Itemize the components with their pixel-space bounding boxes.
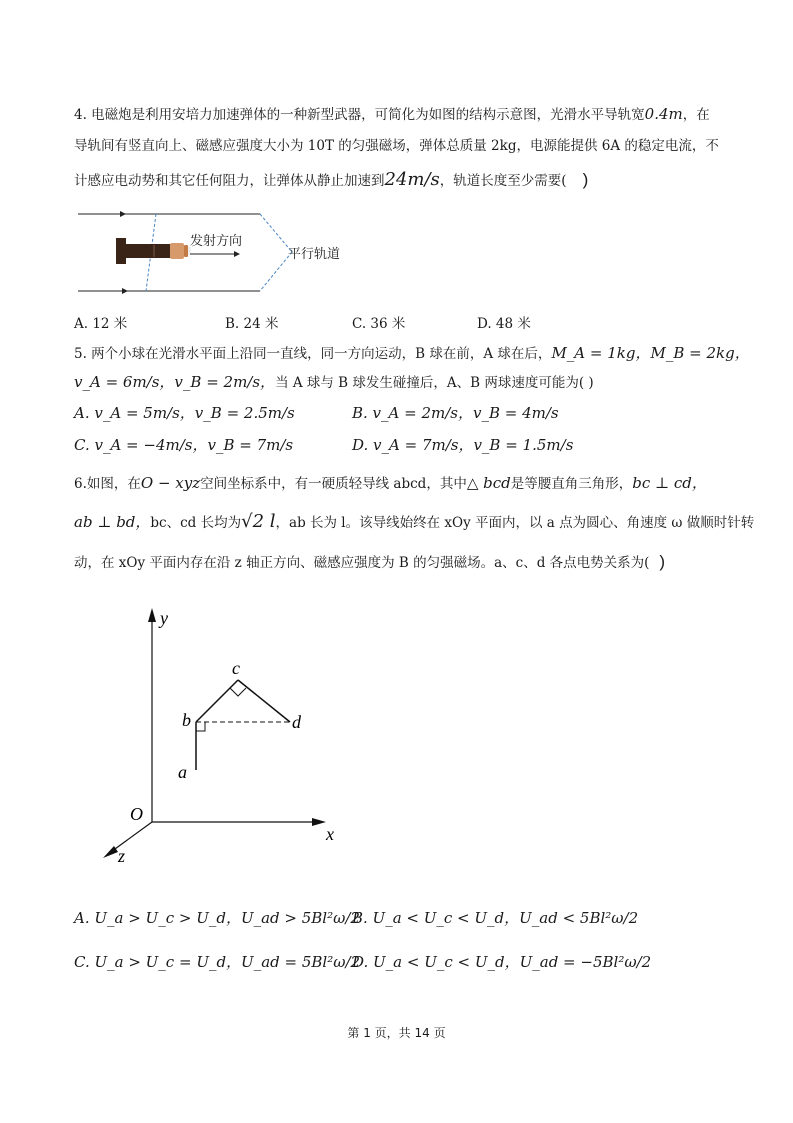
y-axis-label: y	[160, 608, 168, 628]
page-footer: 第 1 页，共 14 页	[347, 1026, 446, 1040]
q6-length: √2 l	[241, 511, 276, 532]
q4-speed-value: 24m/s	[384, 169, 440, 190]
origin-label: O	[130, 804, 143, 824]
q5-velocities: v_A = 6m/s，v_B = 2m/s，	[74, 373, 276, 391]
segment-cd	[238, 680, 290, 722]
q6-option-d[interactable]	[352, 952, 651, 973]
q6-option-d-text: D. U_a < U_c < U_d，U_ad = −5Bl²ω/2	[352, 953, 652, 971]
q4-text-1: 4. 电磁炮是利用安培力加速弹体的一种新型武器，可简化为如图的结构示意图，光滑水平导轨宽	[74, 107, 645, 123]
q4-text-3b: ，轨道长度至少需要(	[439, 173, 567, 189]
q5-text-2: 当 A 球与 B 球发生碰撞后，A、B 两球速度可能为( )	[275, 375, 594, 391]
q6-triangle: △ bcd	[466, 474, 511, 492]
q4-line-3	[74, 170, 588, 191]
q6-text-2: bc、cd 长均为	[150, 515, 242, 531]
q5-line-1	[74, 343, 750, 364]
q4-line-2	[74, 136, 719, 156]
q6-text-1c: 是等腰直角三角形，	[510, 476, 633, 492]
z-axis-label: z	[118, 846, 126, 866]
q6-answer-paren: )	[659, 552, 666, 571]
q4-option-a[interactable]: A. 12 米	[74, 316, 128, 332]
q5-option-b-text: B. v_A = 2m/s，v_B = 4m/s	[352, 404, 559, 422]
q6-text-1: 6.如图，在	[74, 476, 141, 492]
q6-text-1b: 空间坐标系中，有一硬质轻导线 abcd，其中	[200, 476, 467, 492]
q5-option-b[interactable]	[352, 403, 559, 424]
segment-bc	[196, 680, 238, 722]
q6-line-3	[74, 552, 665, 573]
q6-option-a[interactable]	[74, 908, 360, 929]
q6-option-b-text: B. U_a < U_c < U_d，U_ad < 5Bl²ω/2	[352, 909, 639, 927]
q4-line-1	[74, 104, 710, 125]
y-axis-arrow	[148, 608, 156, 622]
q5-line-2	[74, 372, 594, 393]
x-axis-arrow	[312, 818, 326, 826]
q4-option-c[interactable]: C. 36 米	[352, 316, 406, 332]
projectile-icon	[116, 238, 191, 264]
q5-option-d[interactable]	[352, 435, 573, 456]
point-b-label: b	[182, 710, 191, 730]
q6-option-c[interactable]	[74, 952, 360, 973]
q4-answer-paren: )	[582, 170, 589, 189]
q5-option-a[interactable]	[74, 403, 295, 424]
right-angle-b	[196, 722, 205, 731]
q4-text-1b: ，在	[682, 107, 710, 123]
q5-option-a-text: A. v_A = 5m/s，v_B = 2.5m/s	[74, 404, 295, 422]
coordinate-figure	[90, 600, 360, 870]
launch-arrowhead	[234, 251, 240, 257]
q6-text-2b: ，ab 长为 l。该导线始终在 xOy 平面内，以 a 点为圆心、角速度 ω 做顺时针转	[275, 515, 755, 531]
q5-masses: M_A = 1kg，M_B = 2kg，	[551, 344, 750, 362]
top-rail-arrow	[120, 211, 126, 217]
q4-option-d[interactable]: D. 48 米	[477, 316, 531, 332]
q6-line-1	[74, 473, 707, 494]
q4-width-value: 0.4m	[644, 105, 683, 123]
q5-option-d-text: D. v_A = 7m/s，v_B = 1.5m/s	[352, 436, 574, 454]
x-axis-label: x	[326, 824, 334, 844]
q5-option-c[interactable]	[74, 435, 293, 456]
q6-text-3: 动，在 xOy 平面内存在沿 z 轴正方向、磁感应强度为 B 的匀强磁场。a、c、d 各点电势关系为(	[74, 555, 650, 571]
q6-option-a-text: A. U_a > U_c > U_d，U_ad > 5Bl²ω/2	[74, 909, 360, 927]
q6-option-c-text: C. U_a > U_c = U_d，U_ad = 5Bl²ω/2	[74, 953, 361, 971]
q6-option-b[interactable]	[352, 908, 638, 929]
q6-coord-system: O − xyz	[140, 474, 201, 492]
launch-direction-label: 发射方向	[190, 233, 243, 248]
q5-text-1: 5. 两个小球在光滑水平面上沿同一直线，同一方向运动，B 球在前，A 球在后，	[74, 346, 552, 362]
point-c-label: c	[232, 658, 240, 678]
q4-text-2: 导轨间有竖直向上、磁感应强度大小为 10T 的匀强磁场，弹体总质量 2kg，电源能提供 6A 的稳定电流，不	[74, 138, 719, 154]
railgun-figure	[60, 200, 380, 310]
q4-option-b[interactable]: B. 24 米	[225, 316, 279, 332]
parallel-rail-label: 平行轨道	[288, 246, 341, 261]
q4-text-3: 计感应电动势和其它任何阻力，让弹体从静止加速到	[74, 173, 385, 189]
q5-option-c-text: C. v_A = −4m/s，v_B = 7m/s	[74, 436, 294, 454]
point-a-label: a	[178, 762, 187, 782]
q6-perp-1: bc ⊥ cd，	[632, 474, 707, 492]
right-angle-c	[230, 688, 246, 696]
q6-perp-2: ab ⊥ bd，	[74, 513, 151, 531]
bottom-rail-arrow	[122, 288, 128, 294]
q6-line-2	[74, 512, 754, 533]
point-d-label: d	[292, 712, 301, 732]
